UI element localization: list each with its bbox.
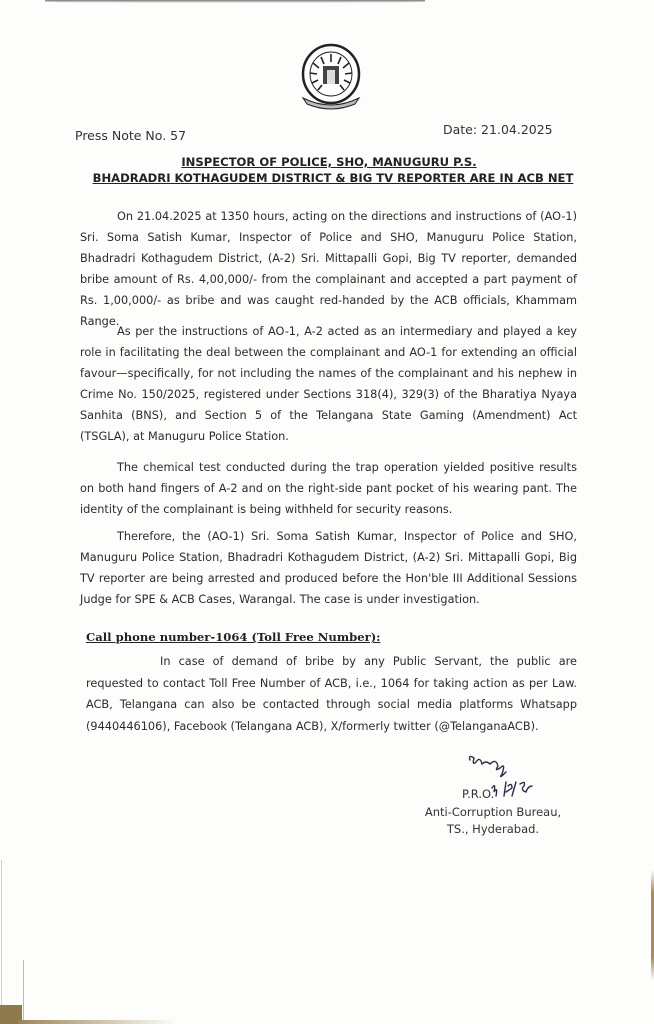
headline-line-2: BHADRADRI KOTHAGUDEM DISTRICT & BIG TV REPORTER ARE IN ACB NET bbox=[92, 171, 574, 185]
press-note-number: Press Note No. 57 bbox=[75, 128, 187, 143]
toll-free-heading: Call phone number-1064 (Toll Free Number): bbox=[86, 630, 381, 644]
signatory-office-line-2: TS., Hyderabad. bbox=[446, 822, 540, 836]
toll-free-paragraph: In case of demand of bribe by any Public Servant, the public are requested to contact Toll Free Number of ACB, i.e., 1064 for taking action as per Law. ACB, Telangana can also be contacted through social media platforms Whatsapp (9440446106), Facebook (Telangana ACB), X/formerly twitter (@TelanganaACB). bbox=[86, 655, 577, 733]
signatory-designation: P.R.O. bbox=[462, 787, 495, 801]
signatory-office bbox=[418, 804, 568, 838]
paragraph-incident: On 21.04.2025 at 1350 hours, acting on the directions and instructions of (AO-1) Sri. Soma Satish Kumar, Inspector of Police and SHO, Manuguru Police Station, Bhadradri Kothagudem District, (A-2) Sri. Mittapalli Gopi, Big TV reporter, demanded bribe amount of Rs. 4,00,000/- from the complainant and accepted a part payment of Rs. 1,00,000/- as bribe and was caught red-handed by the ACB officials, Khammam Range. bbox=[80, 210, 577, 328]
paragraph-arrest: Therefore, the (AO-1) Sri. Soma Satish Kumar, Inspector of Police and SHO, Manuguru Police Station, Bhadradri Kothagudem District, (A-2) Sri. Mittapalli Gopi, Big TV reporter are being arrested and produced before the Hon'ble III Additional Sessions Judge for SPE & ACB Cases, Warangal. The case is under investigation. bbox=[80, 530, 577, 606]
scan-edge-left bbox=[1, 860, 2, 1010]
signatory-office-line-1: Anti-Corruption Bureau, bbox=[424, 805, 562, 819]
headline bbox=[0, 154, 654, 186]
press-note-date: Date: 21.04.2025 bbox=[443, 122, 553, 137]
scan-background-bottom bbox=[18, 1020, 178, 1024]
scan-shadow-top bbox=[45, 0, 425, 3]
paragraph-intermediary: As per the instructions of AO-1, A-2 acted as an intermediary and played a key role in facilitating the deal between the complainant and AO-1 for extending an official favour—specifically, for not including the names of the complainant and his nephew in Crime No. 150/2025, registered under Sections 318(4), 329(3) of the Bharatiya Nyaya Sanhita (BNS), and Section 5 of the Telangana State Gaming (Amendment) Act (TSGLA), at Manuguru Police Station. bbox=[80, 325, 577, 443]
scan-edge-left-inner bbox=[23, 960, 24, 1020]
telangana-government-emblem-icon bbox=[297, 42, 365, 110]
paragraph-chemical-test: The chemical test conducted during the trap operation yielded positive results on both hand fingers of A-2 and on the right-side pant pocket of his wearing pant. The identity of the complainant is being withheld for security reasons. bbox=[80, 461, 577, 516]
headline-line-1: INSPECTOR OF POLICE, SHO, MANUGURU P.S. bbox=[181, 155, 477, 169]
